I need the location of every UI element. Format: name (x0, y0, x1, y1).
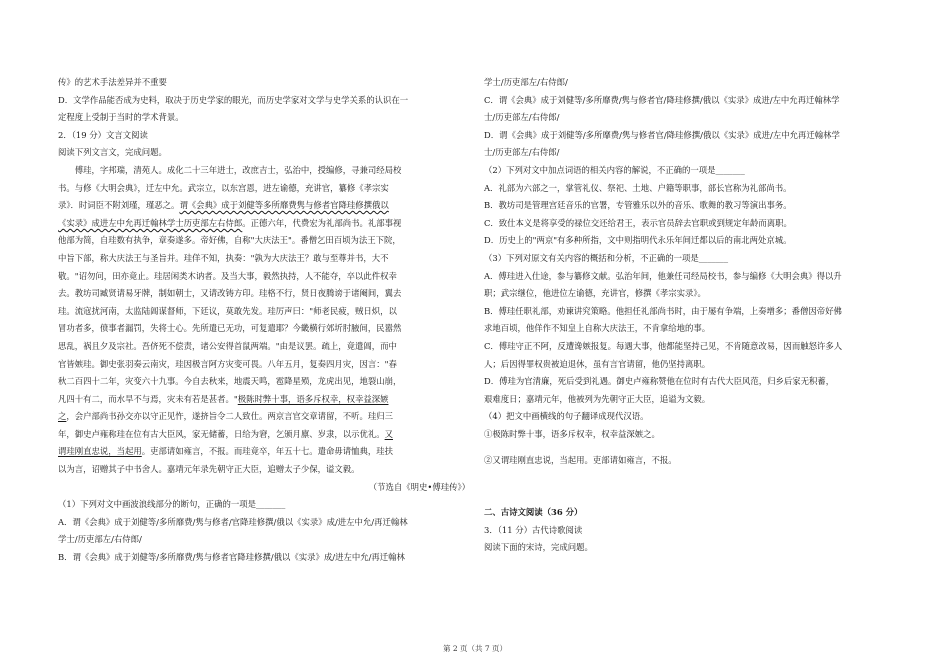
question-line: （4）把文中画横线的句子翻译成现代汉语。 (484, 411, 649, 422)
passage-line (58, 408, 470, 426)
passage-line (58, 232, 470, 250)
passage-line (58, 268, 470, 286)
question-line: 士/历吏部左/右侍郎/ (484, 112, 560, 123)
question-line: （2）下列对文中加点词语的相关内容的解说，不正确的一项是_______ (484, 164, 745, 175)
question-line: 阅读下面的宋诗，完成问题。 (484, 542, 593, 553)
question-line: A．礼部为六部之一，掌管礼仪、祭祀、土地、户籍等职事，部长官称为礼部尚书。 (484, 182, 792, 193)
passage-text: 。吏部请如雍言，不报。而珪竟卒，年五十七。遣命毋请恤典，珪扶 (141, 446, 393, 457)
passage-line (58, 320, 470, 338)
question-line: （3）下列对原文有关内容的概括和分析，不正确的一项是_______ (484, 252, 729, 263)
passage-text: 。正德六年，代费宏为礼部尚书。礼部事视 (242, 217, 402, 228)
passage-line (58, 303, 470, 321)
translation-item-2: ②又谓珪刚直忠说，当起用。吏部请如雍言，不报。 (484, 455, 677, 466)
passage-line (58, 338, 470, 356)
right-column (484, 74, 896, 557)
passage-line (58, 426, 470, 444)
passage-line (58, 215, 470, 233)
passage-text: 他部为简，自珪数有执争，章奏遂多。帝好佛，自称"大庆法王"。番僧乞田百顷为法王下院， (58, 235, 401, 246)
passage-text: 年，御史卢雍称珪在位有古大臣风，家无储蓄，日给为窘，乞颁月廪、岁隶，以示优礼。 (58, 428, 385, 439)
marked-text: 谓《会典》成于刘健等多所靡费隽与修者官降珪修撰俄以 (179, 200, 389, 211)
passage-line (58, 180, 470, 198)
passage-text: 官皆嫉珪。御史张羽奏云南灾，珪因极言阿方灾变可畏。八年五月，复奏四月灾，因言："春 (58, 358, 397, 369)
passage-text: 珪。流寇扰河南，太监陆阊谋督师，下廷议，莫敢先发。珪厉声曰："师老民疲，贼日炽，以 (58, 305, 397, 316)
passage-text: 凡四十有二，而水旱不与焉，灾未有若是甚者。" (58, 393, 238, 404)
passage-line (58, 162, 470, 180)
question-line: B．傅珪任职礼部，劝谏讲究策略。他担任礼部尚书时，由于屡有争端，上奏增多；番僧因帝好佛 (484, 305, 842, 316)
question-1-lines (58, 496, 470, 566)
marked-text: 之 (58, 411, 67, 422)
passage-text: 以为言，诏赠其子中书舍人。嘉靖元年录先朝守正大臣，追赠太子少保，谥文毅。 (58, 464, 360, 475)
question-line: B．谓《会典》成于刘健等/多所靡费/隽与修者官降珪修撰/俄以《实录》成/进左中允/再迁翰林 (58, 552, 405, 563)
question-line: 学士/历吏部左/右侍郎/ (58, 534, 142, 545)
passage-line (58, 356, 470, 374)
passage-line (58, 443, 470, 461)
marked-text: 谓珪刚直忠说，当起用 (58, 446, 142, 457)
left-pre-lines (58, 74, 470, 162)
question-line: D．谓《会典》成于刘健等/多所靡费/隽与修者官/降珪修撰/俄以《实录》成进/左中允再迁翰林学 (484, 129, 840, 140)
passage-line (58, 285, 470, 303)
page-footer: 第 2 页（共 7 页） (442, 644, 508, 653)
passage-text: 傅珪，字邦瑞，清苑人。成化二十三年进士，改庶吉士，弘治中，授编修，寻兼司经局校 (58, 164, 402, 175)
question-line: C．谓《会典》成于刘健等/多所靡费/隽与修者官/降珪修撰/俄以《实录》成进/左中允再迁翰林学 (484, 94, 840, 105)
text-line: 阅读下列文言文，完成问题。 (58, 147, 167, 158)
passage-text: 去。教坊司臧贤请易牙牌，制如朝士，又请改铸方印。珪格不行，贤日夜腾谤于诸阉间，翼去 (58, 288, 402, 299)
passage-text: 书。与修《大明会典》，迁左中允。武宗立，以东宫恩，进左谕德，充讲官，纂修《孝宗实 (58, 182, 389, 193)
question-line: ①极陈时弊十事，语多斥权幸，权幸益深嫉之。 (484, 428, 660, 439)
question-line: 艰难度日；嘉靖元年，他被列为先朝守正大臣，追谥为文毅。 (484, 393, 711, 404)
passage-line (58, 461, 470, 479)
question-line: 职；武宗继位，他进位左谕德，充讲官，修撰《孝宗实录》。 (484, 288, 706, 299)
classical-passage (58, 162, 470, 479)
question-line: D．傅珪为官清廉，死后受到礼遇。御史卢雍称赞他在位时有古代大臣风范，归乡后家无积蓄， (484, 376, 835, 387)
marked-text: 极陈时弊十事，语多斥权幸，权幸益深嫉 (237, 393, 389, 404)
question-line: （1）下列对文中画波浪线部分的断句，正确的一项是_______ (58, 499, 286, 510)
passage-text: ，会户部尚书孙交亦以守正见忤，遂挤旨令二人致仕。两京言官交章请留，不听。珪归三 (66, 411, 393, 422)
passage-text: 秋二百四十二年，灾变六十九事。今自去秋来，地震天鸣，雹降星殒，龙虎出见，地裂山崩， (58, 376, 402, 387)
marked-text: 又 (384, 428, 393, 439)
text-line: 2．（19 分）文言文阅读 (58, 129, 148, 140)
passage-line (58, 373, 470, 391)
text-line: D．文学作品能否成为史料，取决于历史学家的眼光，而历史学家对文学与史学关系的认识在一 (58, 94, 409, 105)
passage-text: 敬。"诏勿问，田亦竟止。珪居闲类木讷者。及当大事，毅然执持，人不能夺，卒以此件权幸 (58, 270, 397, 281)
question-line: 士/历吏部左/右侍郎/ (484, 147, 560, 158)
passage-source: （节选自《明史•傅珪传》） (368, 481, 470, 492)
left-column (58, 74, 470, 567)
passage-text: 录》．时词臣不附刘瑾，瑾恶之。 (58, 200, 180, 211)
question-line: A．傅珪进入仕途，参与纂修文献。弘治年间，他兼任司经局校书，参与编修《大明会典》得以升 (484, 270, 842, 281)
question-line: 学士/历吏部左/右侍郎/ (484, 77, 568, 87)
question-line: 求地百顷，他佯作不知皇上自称大庆法王，不肯拿给地的事。 (484, 323, 711, 334)
question-line: A．谓《会典》成于刘健等/多所靡费/隽与修者/官降珪修撰/俄以《实录》成/进左中允/再迁翰林 (58, 516, 408, 527)
text-line: 传》的艺术手法差异并不重要 (58, 77, 167, 87)
passage-line (58, 391, 470, 409)
passage-text: 思乱，祸且夕及宗社。吾侪死不偿责，诸公安得首鼠两端。"由是议罢。疏上，竟遣阊，而中 (58, 340, 397, 351)
question-line: C．傅珪守正不阿，反遭谗嫉报复。每遇大事，他都能坚持己见，不肯随意改易，因而触怒许多人 (484, 340, 843, 351)
passage-line (58, 250, 470, 268)
text-line: 定程度上受制于当时的学术背景。 (58, 112, 184, 123)
question-line: 3．（11 分）古代诗歌阅读 (484, 524, 583, 535)
right-question-lines (484, 74, 896, 443)
poetry-question-lines (484, 522, 896, 557)
question-line: C．致仕本义是将享受的禄位交还给君王，表示官员辞去官职或到规定年龄而离职。 (484, 217, 792, 228)
question-line: D．历史上的"两京"有多种所指，文中则指明代永乐年间迁都以后的南北两处京城。 (484, 235, 792, 246)
passage-line (58, 197, 470, 215)
passage-text: 中旨下部，称大庆法王与圣旨并。珪佯不知，执奏："孰为大庆法王？敢与至尊并书，大不 (58, 252, 389, 263)
passage-text: 冒功者多，偾事者漏罚，失将士心。先所遣已无功，可复遣耶？今畿横行郊圻肘腋间，民嚣然 (58, 323, 402, 334)
question-line: B．教坊司是管理宫廷音乐的官署，专管雅乐以外的音乐、歌舞的教习等演出事务。 (484, 200, 792, 211)
marked-text: 《实录》成进左中允再迁翰林学士历吏部左右侍郎 (58, 217, 243, 228)
question-line: 人；后因得罪权贵被迫退休，虽有言官请留，他仍坚持离职。 (484, 358, 711, 369)
section-heading: 二、古诗文阅读（36 分） (484, 507, 583, 518)
